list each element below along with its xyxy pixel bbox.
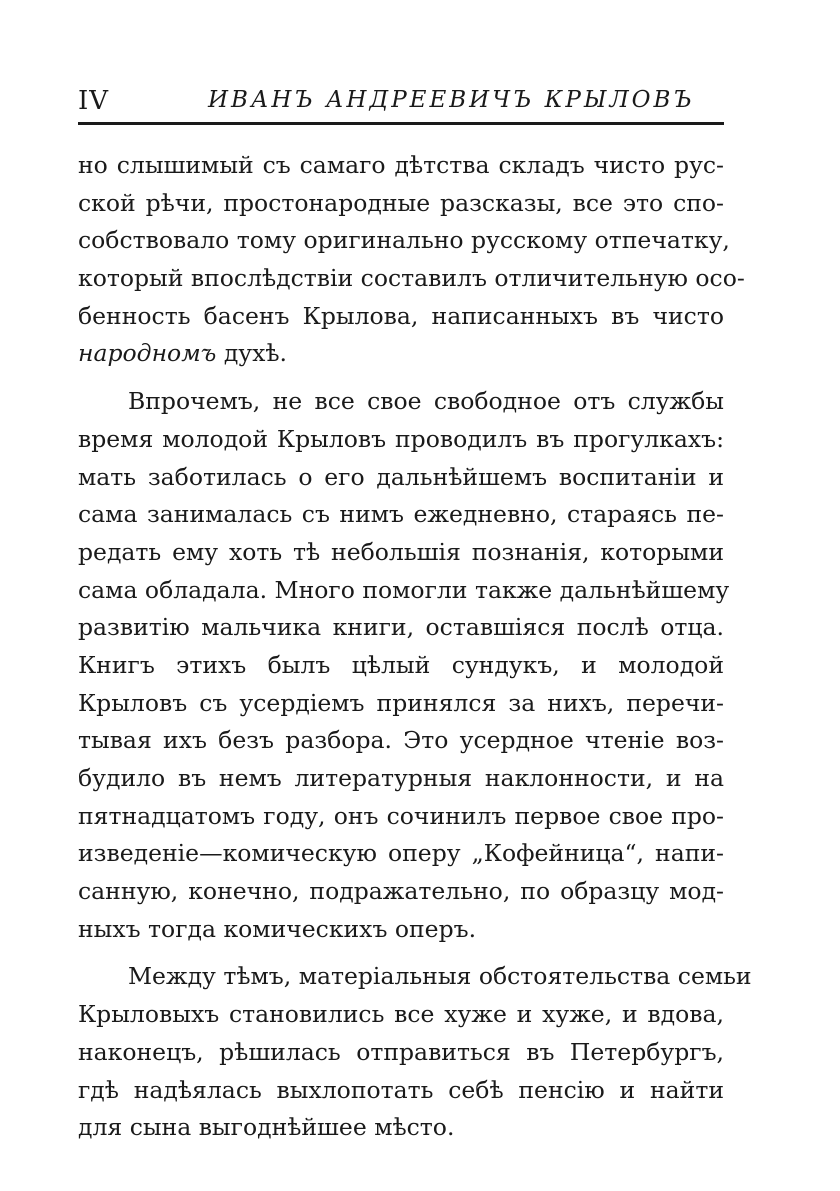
text-line: который впослѣдствіи составилъ отличительную осо- xyxy=(78,264,745,293)
text-line: сама занималась съ нимъ ежедневно, стараясь пе- xyxy=(78,500,724,529)
text-line: наконецъ, рѣшилась отправиться въ Петербургъ, xyxy=(78,1037,724,1066)
text-line: санную, конечно, подражательно, по образцу мод- xyxy=(78,877,724,906)
text-line: Впрочемъ, не все свое свободное отъ службы xyxy=(128,387,724,416)
text-line: но слышимый съ самаго дѣтства складъ чисто рус- xyxy=(78,151,724,179)
text-line: для сына выгоднѣйшее мѣсто. xyxy=(78,1113,455,1142)
italic-word: народномъ xyxy=(78,339,217,368)
text-fragment: духѣ. xyxy=(216,339,288,368)
running-title: ИВАНЪ АНДРЕЕВИЧЪ КРЫЛОВЪ xyxy=(208,87,695,113)
text-line: бенность басенъ Крылова, написанныхъ въ чисто xyxy=(78,301,724,330)
body-text xyxy=(78,147,752,1147)
text-line: изведеніе—комическую оперу „Кофейница“, напи- xyxy=(78,839,724,868)
text-line xyxy=(78,335,724,373)
page-number: IV xyxy=(78,86,110,116)
paragraph-2 xyxy=(78,383,730,948)
text-line: редать ему хоть тѣ небольшія познанія, которыми xyxy=(78,537,724,566)
text-line: мать заботилась о его дальнѣйшемъ воспитаніи и xyxy=(78,462,724,491)
text-line: развитію мальчика книги, оставшіяся послѣ отца. xyxy=(78,613,724,642)
text-line: ныхъ тогда комическихъ оперъ. xyxy=(78,914,477,943)
text-line: будило въ немъ литературныя наклонности, и на xyxy=(78,764,724,792)
text-line: собствовало тому оригинально русскому отпечатку, xyxy=(78,226,730,255)
text-line: Крыловыхъ становились все хуже и хуже, и вдова, xyxy=(78,1000,724,1029)
text-line: сама обладала. Много помогли также дальнѣйшему xyxy=(78,575,730,604)
text-line: Между тѣмъ, матеріальныя обстоятельства семьи xyxy=(128,962,752,991)
text-line: время молодой Крыловъ проводилъ въ прогулкахъ: xyxy=(78,424,724,453)
text-line: гдѣ надѣялась выхлопотать себѣ пенсію и найти xyxy=(78,1075,724,1104)
text-line: тывая ихъ безъ разбора. Это усердное чтеніе воз- xyxy=(78,726,724,755)
text-line: Книгъ этихъ былъ цѣлый сундукъ, и молодой xyxy=(78,650,724,679)
paragraph-3 xyxy=(78,958,752,1146)
header-rule xyxy=(78,122,724,125)
page-header xyxy=(78,86,724,120)
paragraph-1 xyxy=(78,147,745,373)
text-line: ской рѣчи, простонародные разсказы, все это спо- xyxy=(78,188,724,217)
text-line: Крыловъ съ усердіемъ принялся за нихъ, перечи- xyxy=(78,688,724,717)
text-line: пятнадцатомъ году, онъ сочинилъ первое свое про- xyxy=(78,801,724,830)
